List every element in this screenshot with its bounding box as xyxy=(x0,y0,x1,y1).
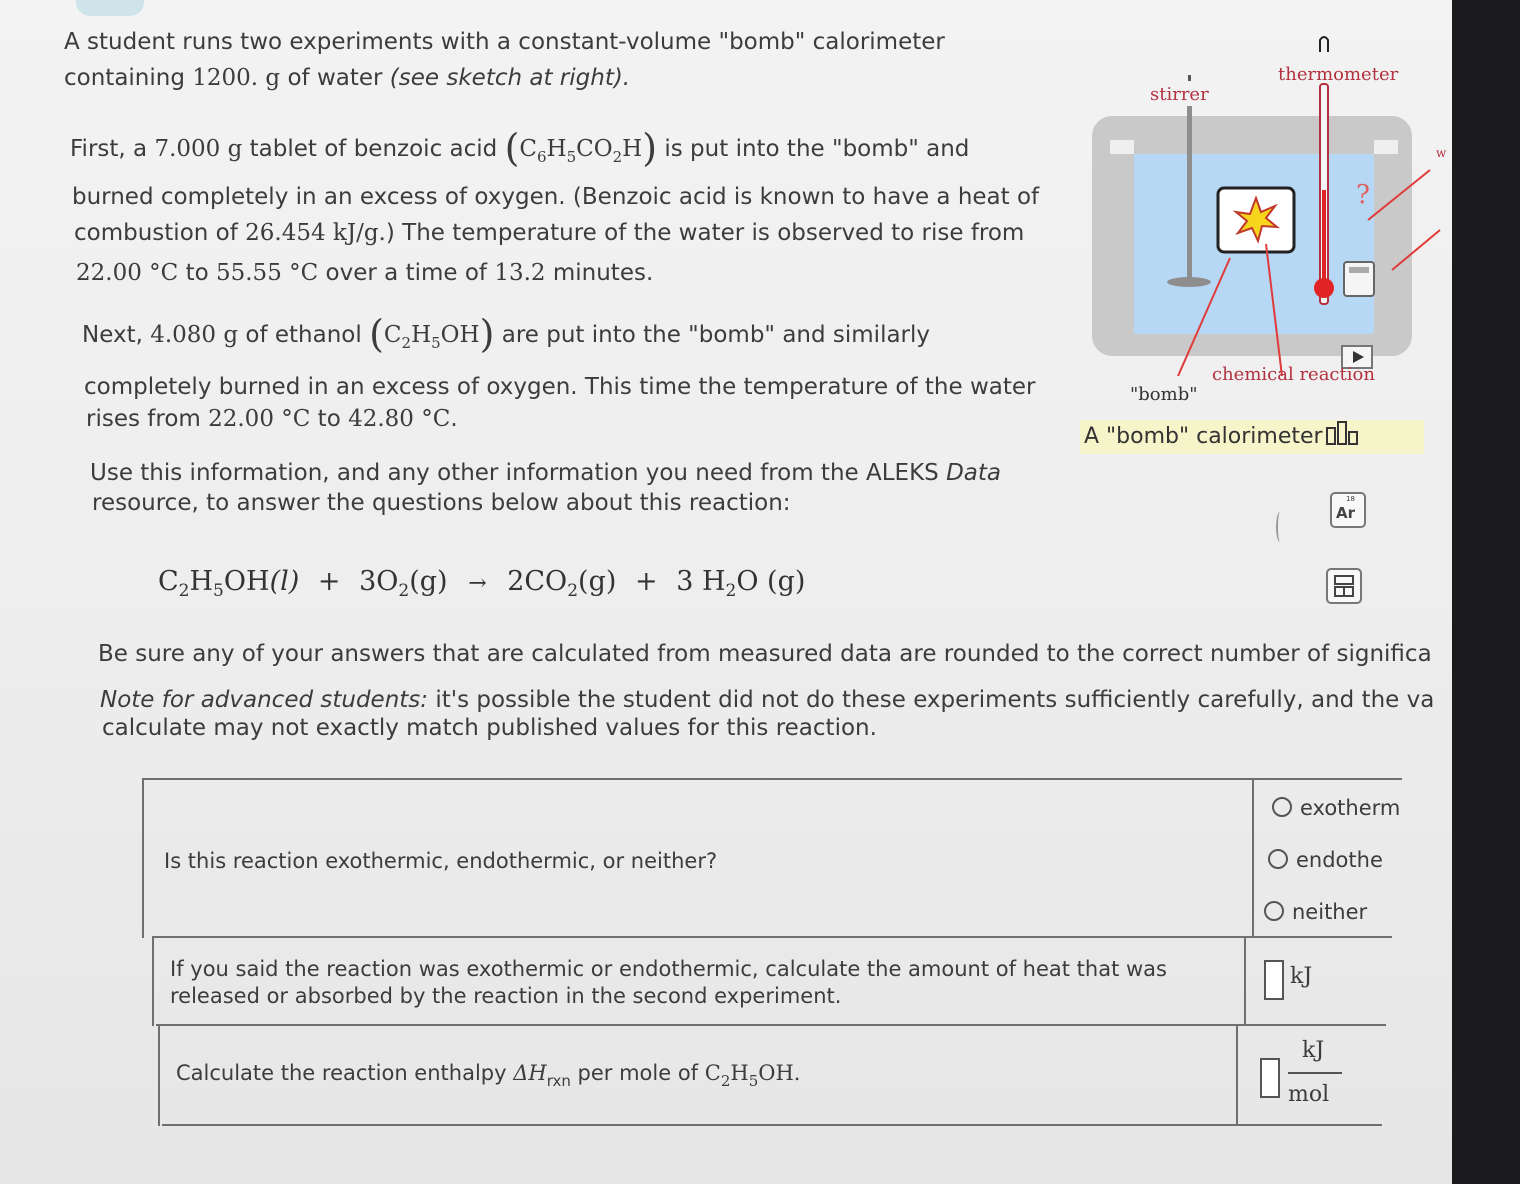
intro-line-2 xyxy=(64,60,945,96)
chemical-reaction-label: chemical reaction xyxy=(1212,364,1375,385)
next-text: to xyxy=(310,406,349,432)
advanced-line-1 xyxy=(100,686,1434,714)
rounding-note: Be sure any of your answers that are calculated from measured data are rounded to the correct number of significa xyxy=(98,641,1432,667)
enthalpy-answer-input[interactable] xyxy=(1260,1058,1280,1098)
formula-sub: 6 xyxy=(537,148,547,166)
cursor-mark xyxy=(1276,512,1284,542)
table-row-divider-2 xyxy=(156,1024,1386,1026)
thermometer-top xyxy=(1320,37,1328,52)
intro-text: (see sketch at right). xyxy=(389,65,631,91)
formula-part: C xyxy=(519,136,537,162)
heat-unit: kJ xyxy=(1290,964,1313,989)
thermometer-mercury xyxy=(1322,190,1326,286)
table-border-bottom xyxy=(162,1124,1382,1126)
radio-circle xyxy=(1264,901,1284,921)
final-temp-2: 42.80 °C xyxy=(348,406,451,432)
eq-part: 3 H xyxy=(676,566,726,597)
advanced-note xyxy=(100,686,1434,742)
radio-neither[interactable] xyxy=(1264,900,1367,924)
question-2-line-1: If you said the reaction was exothermic or endothermic, calculate the amount of heat that was xyxy=(170,957,1167,981)
use-line-1 xyxy=(90,458,1001,488)
intro-text: containing xyxy=(64,65,193,91)
formula-sub: 5 xyxy=(431,334,441,352)
question-3-prefix: Calculate the reaction enthalpy xyxy=(176,1061,514,1085)
benzoic-mass: 7.000 g xyxy=(154,136,243,162)
radio-exothermic[interactable] xyxy=(1272,796,1400,820)
next-text: Next, xyxy=(82,322,151,348)
final-temp: 55.55 °C xyxy=(215,260,319,286)
eq-sub: 2 xyxy=(725,581,737,601)
formula-part: H xyxy=(546,136,567,162)
formula-part: OH xyxy=(440,322,480,348)
eq-part: 3O xyxy=(359,566,399,597)
question-1-text: Is this reaction exothermic, endothermic, or neither? xyxy=(164,849,718,873)
advanced-text: it's possible the student did not do these experiments sufficiently carefully, and the va xyxy=(428,687,1435,713)
eq-plus: + xyxy=(634,566,658,597)
first-text: is put into the "bomb" and xyxy=(657,136,970,162)
water-mass: 1200. g xyxy=(192,65,281,91)
use-text: Use this information, and any other information you need from the ALEKS xyxy=(90,460,947,486)
ethanol-formula xyxy=(383,322,480,352)
intro-paragraph xyxy=(64,24,945,96)
delta-h: ΔH xyxy=(513,1061,547,1085)
eq-arrow: → xyxy=(468,571,487,596)
table-col-divider-2 xyxy=(1244,936,1246,1026)
initial-temp-2: 22.00 °C xyxy=(208,406,311,432)
eq-state: O (g) xyxy=(736,566,806,597)
first-text: minutes. xyxy=(545,260,654,286)
formula-part: OH. xyxy=(758,1061,801,1085)
table-border-left-2 xyxy=(152,936,154,1026)
stirrer-blade xyxy=(1167,277,1211,287)
question-mark: ? xyxy=(1356,180,1370,210)
reaction-equation xyxy=(158,566,805,601)
formula-part: C xyxy=(704,1061,721,1085)
question-3-mid: per mole of xyxy=(570,1061,705,1085)
ethanol-mass: 4.080 g xyxy=(150,322,239,348)
formula-part: CO xyxy=(576,136,613,162)
first-text: ) The temperature of the water is observed to rise from xyxy=(385,220,1025,246)
question-2-line-2: released or absorbed by the reaction in the second experiment. xyxy=(170,984,842,1008)
formula-sub: 2 xyxy=(401,334,412,352)
calorimeter-sketch xyxy=(1080,30,1452,460)
use-info-paragraph xyxy=(90,458,1001,518)
bomb-label: "bomb" xyxy=(1130,384,1198,405)
next-text: rises from xyxy=(86,406,209,432)
first-line-4 xyxy=(76,253,1039,293)
benzoic-formula xyxy=(519,136,643,166)
radio-label: exotherm xyxy=(1300,796,1401,820)
advanced-line-2: calculate may not exactly match published values for this reaction. xyxy=(102,715,877,741)
data-table-icon xyxy=(1328,570,1360,602)
table-border-left-1 xyxy=(142,778,144,938)
use-line-2: resource, to answer the questions below about this reaction: xyxy=(92,490,791,516)
first-text: tablet of benzoic acid xyxy=(242,136,505,162)
table-col-divider-1 xyxy=(1252,778,1254,938)
thermometer-label: thermometer xyxy=(1278,64,1399,85)
calorimeter-diagram xyxy=(1080,30,1452,420)
heat-of-combustion: 26.454 kJ/g. xyxy=(245,220,386,246)
formula-sub: 2 xyxy=(612,148,623,166)
periodic-number: 18 xyxy=(1346,495,1355,503)
question-2-text xyxy=(170,956,1167,1010)
data-resource-link[interactable]: Data xyxy=(946,460,1001,486)
data-resource-button[interactable] xyxy=(1326,568,1362,604)
next-line-3 xyxy=(86,401,1036,437)
table-border-top xyxy=(142,778,1402,780)
formula-sub: 5 xyxy=(748,1072,759,1090)
paren-close: ) xyxy=(479,312,495,356)
next-text: of ethanol xyxy=(238,322,370,348)
radio-circle xyxy=(1272,797,1292,817)
lid-gap-right xyxy=(1374,140,1398,154)
formula-sub: 5 xyxy=(566,148,577,166)
eq-state: (g) xyxy=(409,566,448,597)
first-line-3 xyxy=(74,213,1039,253)
eq-state: (g) xyxy=(578,566,617,597)
table-col-divider-3 xyxy=(1236,1024,1238,1126)
intro-line-1: A student runs two experiments with a constant-volume "bomb" calorimeter xyxy=(64,29,945,55)
eq-sub: 2 xyxy=(567,581,579,601)
formula-part: H xyxy=(411,322,432,348)
eq-part: H xyxy=(189,566,214,597)
first-line-2: burned completely in an excess of oxygen. (Benzoic acid is known to have a heat of xyxy=(72,184,1040,210)
stirrer-tip xyxy=(1188,75,1191,81)
formula-part: C xyxy=(383,322,402,348)
ethanol-formula-q3 xyxy=(704,1061,801,1090)
formula-sub: 2 xyxy=(720,1072,731,1090)
formula-part: H xyxy=(622,136,643,162)
screen-bezel xyxy=(1452,0,1520,1184)
eq-sub: 5 xyxy=(213,581,224,601)
periodic-symbol: Ar xyxy=(1336,504,1356,522)
fraction-bar xyxy=(1288,1072,1342,1074)
stirrer-rod xyxy=(1187,106,1192,286)
bar-chart-icon[interactable] xyxy=(1325,420,1361,457)
radio-endothermic[interactable] xyxy=(1268,848,1383,872)
initial-temp: 22.00 °C xyxy=(76,260,179,286)
formula-part: H xyxy=(730,1061,749,1085)
eq-sub: 2 xyxy=(398,581,410,601)
intro-text: of water xyxy=(280,65,390,91)
enthalpy-unit-numerator: kJ xyxy=(1302,1038,1325,1063)
caption-text: A "bomb" calorimeter xyxy=(1084,424,1323,449)
eq-part: C xyxy=(158,566,179,597)
paren-close: ) xyxy=(642,126,658,170)
calculator-screen xyxy=(1349,267,1369,273)
periodic-table-button[interactable] xyxy=(1330,492,1366,528)
second-experiment-paragraph xyxy=(82,312,1036,437)
next-text: are put into the "bomb" and similarly xyxy=(494,322,931,348)
time-value: 13.2 xyxy=(494,260,546,286)
first-text: combustion of xyxy=(74,220,246,246)
question-3-text xyxy=(176,1060,800,1095)
radio-circle xyxy=(1268,849,1288,869)
question-table xyxy=(142,778,1402,1128)
top-tab-button[interactable] xyxy=(76,0,144,16)
radio-label: neither xyxy=(1292,900,1368,924)
eq-part: OH xyxy=(223,566,270,597)
eq-sub: 2 xyxy=(178,581,190,601)
first-experiment-paragraph xyxy=(70,128,1039,293)
eq-part: 2CO xyxy=(507,566,568,597)
enthalpy-unit-denominator: mol xyxy=(1288,1082,1330,1107)
next-line-2: completely burned in an excess of oxygen. This time the temperature of the water xyxy=(84,374,1036,400)
table-border-left-3 xyxy=(158,1024,160,1126)
table-row-divider-1 xyxy=(152,936,1392,938)
next-text: . xyxy=(450,406,458,432)
first-text: First, a xyxy=(70,136,155,162)
eq-state: (l) xyxy=(269,566,300,597)
delta-h-sub: rxn xyxy=(546,1072,571,1090)
lid-gap-left xyxy=(1110,140,1134,154)
heat-answer-input[interactable] xyxy=(1264,960,1284,1000)
radio-label: endothe xyxy=(1296,848,1383,872)
first-text: over a time of xyxy=(318,260,495,286)
advanced-label: Note for advanced students: xyxy=(100,687,429,713)
next-line-1 xyxy=(82,312,1036,361)
sketch-caption xyxy=(1080,420,1424,454)
stirrer-label: stirrer xyxy=(1150,84,1209,105)
paren-open: ( xyxy=(504,126,520,170)
edge-letter: w xyxy=(1436,146,1447,160)
first-line-1 xyxy=(70,128,1039,177)
paren-open: ( xyxy=(369,312,384,356)
first-text: to xyxy=(178,260,216,286)
eq-plus: + xyxy=(317,566,341,597)
